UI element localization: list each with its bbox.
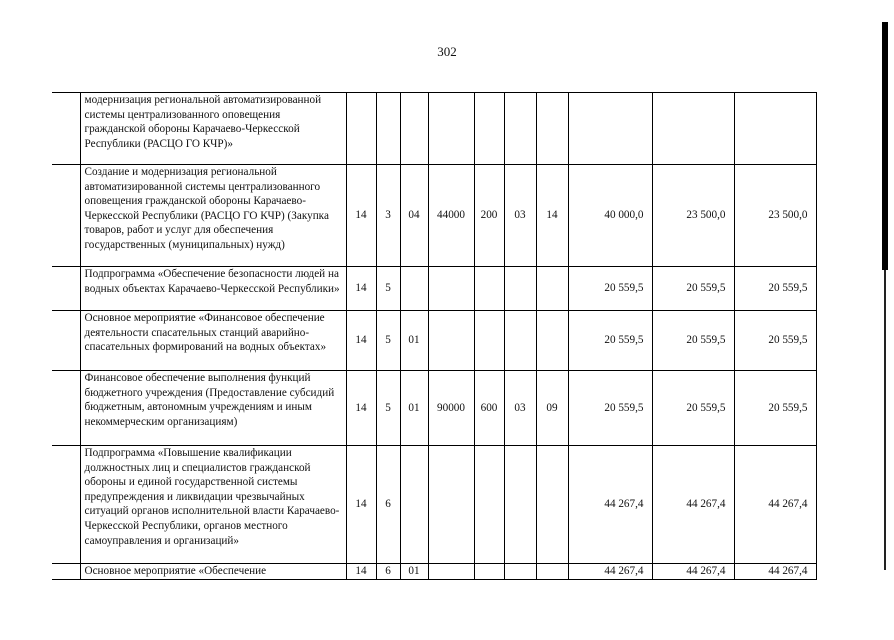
amount-cell: 20 559,5 <box>652 371 734 446</box>
code-cell: 5 <box>376 371 400 446</box>
code-cell: 01 <box>400 564 428 580</box>
amount-cell: 20 559,5 <box>568 267 652 311</box>
code-cell <box>536 267 568 311</box>
code-cell: 09 <box>536 371 568 446</box>
amount-cell: 44 267,4 <box>652 446 734 564</box>
scan-edge-bar <box>882 22 888 270</box>
code-cell <box>536 93 568 165</box>
code-cell <box>474 564 504 580</box>
code-cell <box>504 311 536 371</box>
code-cell: 03 <box>504 165 536 267</box>
row-index-cell <box>52 564 80 580</box>
code-cell: 14 <box>346 165 376 267</box>
code-cell <box>504 446 536 564</box>
code-cell: 5 <box>376 267 400 311</box>
table-row <box>52 446 816 564</box>
table-row <box>52 267 816 311</box>
code-cell: 04 <box>400 165 428 267</box>
code-cell <box>504 564 536 580</box>
amount-cell: 44 267,4 <box>568 446 652 564</box>
page-number: 302 <box>437 44 457 59</box>
code-cell: 01 <box>400 371 428 446</box>
code-cell <box>428 93 474 165</box>
row-index-cell <box>52 93 80 165</box>
code-cell <box>536 446 568 564</box>
code-cell <box>474 311 504 371</box>
amount-cell: 20 559,5 <box>734 267 816 311</box>
amount-cell: 44 267,4 <box>734 564 816 580</box>
amount-cell: 20 559,5 <box>652 311 734 371</box>
code-cell <box>346 93 376 165</box>
table-row <box>52 564 816 580</box>
table-row <box>52 165 816 267</box>
code-cell <box>428 311 474 371</box>
scan-edge-line <box>884 270 886 570</box>
row-index-cell <box>52 371 80 446</box>
code-cell: 14 <box>346 564 376 580</box>
code-cell <box>536 564 568 580</box>
amount-cell: 20 559,5 <box>734 311 816 371</box>
code-cell: 14 <box>346 371 376 446</box>
row-name: Финансовое обеспечение выполнения функций бюджетного учреждения (Предоставление субсидий бюджетным, автономным учреждениям и иным некоммерческим организациям) <box>80 371 346 446</box>
row-name: Создание и модернизация региональной автоматизированной системы централизованного оповещения гражданской обороны Карачаево-Черкесской Республики (РАСЦО ГО КЧР) (Закупка товаров, работ и услуг для обеспечения государственных (муниципальных) нужд) <box>80 165 346 267</box>
code-cell <box>428 267 474 311</box>
table-row <box>52 311 816 371</box>
amount-cell <box>652 93 734 165</box>
amount-cell: 44 267,4 <box>652 564 734 580</box>
code-cell: 01 <box>400 311 428 371</box>
amount-cell: 20 559,5 <box>568 371 652 446</box>
amount-cell <box>734 93 816 165</box>
amount-cell: 23 500,0 <box>734 165 816 267</box>
code-cell <box>474 446 504 564</box>
code-cell: 44000 <box>428 165 474 267</box>
code-cell <box>504 93 536 165</box>
amount-cell: 40 000,0 <box>568 165 652 267</box>
row-name: модернизация региональной автоматизированной системы централизованного оповещения гражданской обороны Карачаево-Черкесской Республики (РАСЦО ГО КЧР)» <box>80 93 346 165</box>
code-cell: 14 <box>346 267 376 311</box>
code-cell <box>400 93 428 165</box>
code-cell: 03 <box>504 371 536 446</box>
code-cell: 600 <box>474 371 504 446</box>
code-cell <box>400 267 428 311</box>
amount-cell: 20 559,5 <box>568 311 652 371</box>
row-name: Основное мероприятие «Финансовое обеспечение деятельности спасательных станций аварийно-спасательных формирований на водных объектах» <box>80 311 346 371</box>
row-index-cell <box>52 446 80 564</box>
table-row <box>52 93 816 165</box>
code-cell: 14 <box>346 446 376 564</box>
row-index-cell <box>52 311 80 371</box>
code-cell <box>474 93 504 165</box>
budget-table <box>52 92 817 580</box>
code-cell <box>376 93 400 165</box>
amount-cell: 44 267,4 <box>568 564 652 580</box>
code-cell <box>536 311 568 371</box>
code-cell: 90000 <box>428 371 474 446</box>
amount-cell: 20 559,5 <box>652 267 734 311</box>
code-cell <box>474 267 504 311</box>
amount-cell: 20 559,5 <box>734 371 816 446</box>
code-cell: 6 <box>376 446 400 564</box>
row-index-cell <box>52 267 80 311</box>
code-cell: 5 <box>376 311 400 371</box>
code-cell: 14 <box>536 165 568 267</box>
amount-cell: 44 267,4 <box>734 446 816 564</box>
code-cell <box>504 267 536 311</box>
code-cell: 14 <box>346 311 376 371</box>
row-name: Подпрограмма «Повышение квалификации должностных лиц и специалистов гражданской обороны и единой государственной системы предупреждения и ликвидации чрезвычайных ситуаций органов исполнительной власти Карачаево-Черкесской Республики, органов местного самоуправления и организаций» <box>80 446 346 564</box>
row-name: Подпрограмма «Обеспечение безопасности людей на водных объектах Карачаево-Черкесской Республики» <box>80 267 346 311</box>
amount-cell: 23 500,0 <box>652 165 734 267</box>
amount-cell <box>568 93 652 165</box>
code-cell <box>428 564 474 580</box>
row-name: Основное мероприятие «Обеспечение <box>80 564 346 580</box>
row-index-cell <box>52 165 80 267</box>
code-cell <box>400 446 428 564</box>
code-cell: 3 <box>376 165 400 267</box>
code-cell: 6 <box>376 564 400 580</box>
table-row <box>52 371 816 446</box>
code-cell: 200 <box>474 165 504 267</box>
code-cell <box>428 446 474 564</box>
